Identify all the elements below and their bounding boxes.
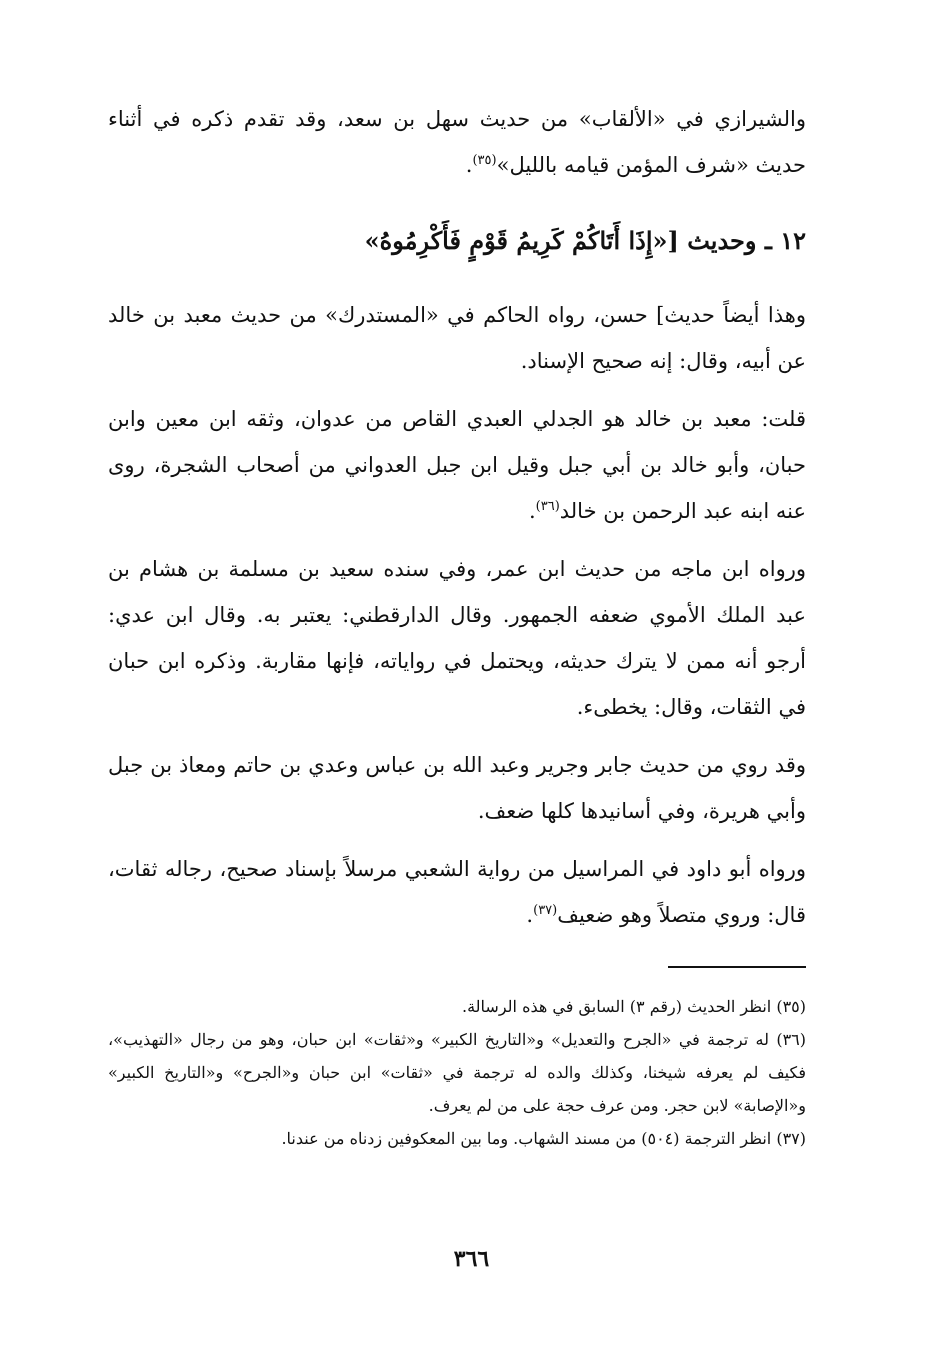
paragraph-6 [108,846,806,938]
paragraph-2: وهذا أيضاً حديث] حسن، رواه الحاكم في «المستدرك» من حديث معبد بن خالد عن أبيه، وقال: إنه صحيح الإسناد. [108,303,806,373]
footnotes [108,990,806,1155]
page-number: ٣٦٦ [453,1246,490,1272]
paragraph-4: ورواه ابن ماجه من حديث ابن عمر، وفي سنده سعيد بن مسلمة بن هشام بن عبد الملك الأموي ضعفه الجمهور. وقال الدارقطني: يعتبر به. وقال ابن عدي: أرجو أنه ممن لا يترك حديثه، ويحتمل في رواياته، فإنها مقاربة. وذكره ابن حبان في الثقات، وقال: يخطىء. [108,557,806,719]
footnote-ref-36: (٣٦) [535,499,560,514]
paragraph-1 [108,96,806,188]
footnote-36: (٣٦) له ترجمة في «الجرح والتعديل» و«التاريخ الكبير» و«ثقات» ابن حبان، وهو من رجال «التهذيب»، فكيف لم يعرفه شيخنا، وكذلك والده له ترجمة في «ثقات» ابن حبان و«الجرح» و«التاريخ الكبير» و«الإصابة» لابن حجر. ومن عرف حجة على من لم يعرف. [108,1030,806,1115]
footnote-35: (٣٥) انظر الحديث (رقم ٣) السابق في هذه الرسالة. [462,997,806,1016]
paragraph-1-end: . [465,153,473,177]
paragraph-3-end: . [528,499,536,523]
footnote-37: (٣٧) انظر الترجمة (٥٠٤) من مسند الشهاب. وما بين المعكوفين زدناه من عندنا. [281,1129,806,1148]
paragraph-6-text: ورواه أبو داود في المراسيل من رواية الشعبي مرسلاً بإسناد صحيح، رجاله ثقات، قال: وروي متصلاً وهو ضعيف [108,857,806,927]
footnote-ref-37: (٣٧) [533,903,558,918]
footnote-ref-35: (٣٥) [472,153,497,168]
paragraph-5: وقد روي من حديث جابر وجرير وعبد الله بن عباس وعدي بن حاتم ومعاذ بن جبل وأبي هريرة، وفي أسانيدها كلها ضعف. [108,753,806,823]
section-heading: ١٢ ـ وحديث [«إِذَا أَتَاكُمْ كَرِيمُ قَوْمٍ فَأَكْرِمُوهُ» [364,226,806,255]
paragraph-1-text: والشيرازي في «الألقاب» من حديث سهل بن سعد، وقد تقدم ذكره في أثناء حديث «شرف المؤمن قيامه بالليل» [108,107,806,177]
main-text [108,96,806,938]
paragraph-3 [108,396,806,534]
paragraph-6-end: . [526,903,534,927]
footnote-separator [668,966,806,968]
paragraph-3-text: قلت: معبد بن خالد هو الجدلي العبدي القاص من عدوان، وثقه ابن معين وابن حبان، وأبو خالد بن أبي جبل وقيل ابن جبل العدواني من أصحاب الشجرة، روى عنه ابنه عبد الرحمن بن خالد [108,407,806,523]
